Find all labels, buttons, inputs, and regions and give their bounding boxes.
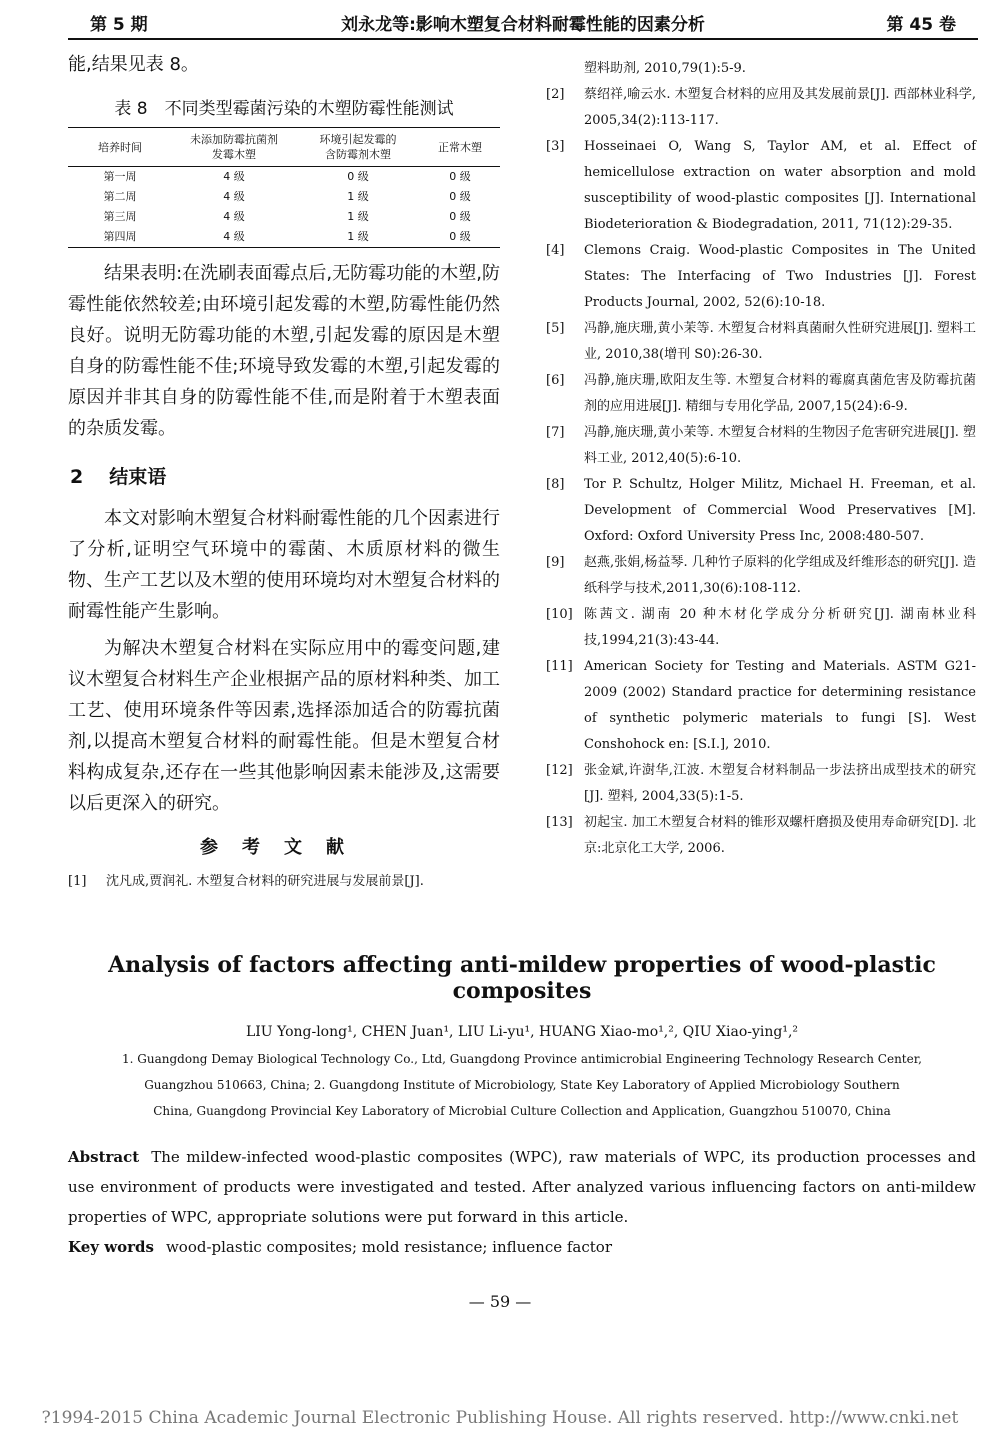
reference-number: [1]: [68, 874, 87, 889]
header-rule: [68, 38, 978, 40]
section-number: 2: [70, 466, 84, 488]
table-cell: 0 级: [347, 170, 369, 183]
table-header-cell: 培养时间: [68, 128, 172, 167]
table-cell: 第四周: [68, 227, 172, 248]
affiliation-line: China, Guangdong Provincial Key Laboratory of Microbial Culture Collection and Application, Guangzhou 510070, China: [153, 1104, 891, 1118]
table-cell: 4 级: [223, 170, 245, 183]
mildew-test-table: [68, 127, 500, 248]
results-paragraph: 结果表明:在洗刷表面霉点后,无防霉功能的木塑,防霉性能依然较差;由环境引起发霉的木塑,防霉性能仍然良好。说明无防霉功能的木塑,引起发霉的原因是木塑自身的防霉性能不佳;环境导致发霉的木塑,引起发霉的原因并非其自身的防霉性能不佳,而是附着于木塑表面的杂质发霉。: [68, 263, 500, 439]
reference-number: [9]: [546, 555, 565, 570]
reference-text: Tor P. Schultz, Holger Militz, Michael H. Freeman, et al. Development of Commercial Wood Preservatives [M]. Oxford: Oxford University Press Inc, 2008:480-507.: [584, 477, 976, 544]
running-title: 刘永龙等:影响木塑复合材料耐霉性能的因素分析: [341, 15, 705, 35]
right-column-references: [546, 56, 976, 862]
section-title: 结束语: [109, 466, 167, 488]
reference-item: [546, 82, 976, 134]
reference-item: [546, 654, 976, 758]
english-abstract-block: [68, 952, 976, 1262]
reference-item: [546, 602, 976, 654]
reference-item: [546, 56, 976, 82]
reference-text: 蔡绍祥,喻云水. 木塑复合材料的应用及其发展前景[J]. 西部林业科学, 2005,34(2):113-117.: [584, 87, 976, 128]
reference-number: [7]: [546, 425, 565, 440]
reference-number: [6]: [546, 373, 565, 388]
table-row: [68, 207, 500, 227]
reference-text: 赵燕,张娟,杨益琴. 几种竹子原料的化学组成及纤维形态的研究[J]. 造纸科学与技术,2011,30(6):108-112.: [584, 555, 976, 596]
reference-text: 陈茜文. 湖南 20 种木材化学成分分析研究[J]. 湖南林业科技,1994,21(3):43-44.: [584, 607, 976, 648]
reference-text: Hosseinaei O, Wang S, Taylor AM, et al. Effect of hemicellulose extraction on water absorption and mold susceptibility of wood-plastic composites [J]. International Biodeterioration & Biodegradation, 2011, 71(12):29-35.: [584, 139, 976, 232]
table-cell: 0 级: [449, 190, 471, 203]
reference-number: [11]: [546, 659, 573, 674]
reference-number: [10]: [546, 607, 573, 622]
reference-text: 冯静,施庆珊,黄小茉等. 木塑复合材料的生物因子危害研究进展[J]. 塑料工业, 2012,40(5):6-10.: [584, 425, 976, 466]
reference-text: 塑料助剂, 2010,79(1):5-9.: [584, 61, 746, 76]
table-cell: 第二周: [103, 190, 137, 203]
abstract-text: The mildew-infected wood-plastic composites (WPC), raw materials of WPC, its production processes and use environment of products were investigated and tested. After analyzed various influencing factors on anti-mildew properties of WPC, appropriate solutions were put forward in this article.: [68, 1148, 976, 1226]
english-keywords: [68, 1232, 976, 1262]
keywords-text: wood-plastic composites; mold resistance; influence factor: [165, 1238, 612, 1256]
table-row: [68, 167, 500, 188]
reference-number: [8]: [546, 477, 565, 492]
reference-text: 沈凡成,贾润礼. 木塑复合材料的研究进展与发展前景[J].: [106, 874, 424, 889]
reference-number: [3]: [546, 139, 565, 154]
table-cell: 1 级: [347, 210, 369, 223]
lead-text: 能,结果见表 8。: [68, 54, 199, 75]
keywords-label: Key words: [68, 1238, 154, 1256]
english-title: Analysis of factors affecting anti-mildew properties of wood-plastic composites: [108, 952, 936, 1004]
references-heading: 参考文献: [200, 837, 368, 858]
reference-text: 冯静,施庆珊,黄小茉等. 木塑复合材料真菌耐久性研究进展[J]. 塑料工业, 2010,38(增刊 S0):26-30.: [584, 321, 976, 362]
table-header-cell: 正常木塑: [420, 128, 500, 167]
reference-number: [4]: [546, 243, 565, 258]
table-cell: 1 级: [296, 227, 420, 248]
reference-number: [12]: [546, 763, 573, 778]
reference-text: 冯静,施庆珊,欧阳友生等. 木塑复合材料的霉腐真菌危害及防霉抗菌剂的应用进展[J]. 精细与专用化学品, 2007,15(24):6-9.: [584, 373, 976, 414]
reference-item: [546, 134, 976, 238]
volume-number: 第 45 卷: [886, 15, 956, 35]
table-cell: 0 级: [449, 170, 471, 183]
affiliation-line: Guangzhou 510663, China; 2. Guangdong Institute of Microbiology, State Key Laboratory of Applied Microbiology Southern: [144, 1078, 900, 1092]
table-header-cell: 环境引起发霉的 含防霉剂木塑: [296, 128, 420, 167]
reference-number: [2]: [546, 87, 565, 102]
table-row: [68, 227, 500, 248]
table-cell: 第一周: [103, 170, 137, 183]
reference-number: [5]: [546, 321, 565, 336]
conclusion-paragraph-2: 为解决木塑复合材料在实际应用中的霉变问题,建议木塑复合材料生产企业根据产品的原材料种类、加工工艺、使用环境条件等因素,选择添加适合的防霉抗菌剂,以提高木塑复合材料的耐霉性能。但是木塑复合材料构成复杂,还存在一些其他影响因素未能涉及,这需要以后更深入的研究。: [68, 638, 500, 814]
table-header-row: [68, 128, 500, 167]
reference-item: [546, 368, 976, 420]
table-cell: 第三周: [103, 210, 137, 223]
reference-text: Clemons Craig. Wood-plastic Composites in The United States: The Interfacing of Two Industries [J]. Forest Products Journal, 2002, 52(6):10-18.: [584, 243, 976, 310]
table-row: [68, 187, 500, 207]
reference-text: American Society for Testing and Materials. ASTM G21-2009 (2002) Standard practice for determining resistance of synthetic polymeric materials to fungi [S]. West Conshohock en: [S.I.], 2010.: [584, 659, 976, 752]
table-cell: 1 级: [347, 190, 369, 203]
english-authors: LIU Yong-long¹, CHEN Juan¹, LIU Li-yu¹, HUANG Xiao-mo¹,², QIU Xiao-ying¹,²: [245, 1024, 799, 1040]
reference-item: [546, 810, 976, 862]
reference-item: [546, 238, 976, 316]
copyright-footer: ?1994-2015 China Academic Journal Electronic Publishing House. All rights reserved. http://www.cnki.net: [41, 1408, 959, 1428]
reference-number: [546, 56, 584, 82]
reference-item: [546, 550, 976, 602]
reference-item: [546, 758, 976, 810]
reference-item: [546, 420, 976, 472]
english-abstract: [68, 1142, 976, 1232]
table-cell: 4 级: [223, 210, 245, 223]
reference-text: 初起宝. 加工木塑复合材料的锥形双螺杆磨损及使用寿命研究[D]. 北京:北京化工大学, 2006.: [584, 815, 976, 856]
table-cell: 4 级: [223, 190, 245, 203]
english-affiliations: [68, 1046, 976, 1124]
reference-item: [546, 316, 976, 368]
running-header: [68, 8, 978, 36]
table-caption: 表 8 不同类型霉菌污染的木塑防霉性能测试: [114, 99, 454, 119]
table-header-cell: 未添加防霉抗菌剂 发霉木塑: [172, 128, 296, 167]
table-cell: 0 级: [420, 227, 500, 248]
issue-number: 第 5 期: [90, 15, 148, 35]
table-cell: 0 级: [449, 210, 471, 223]
affiliation-line: 1. Guangdong Demay Biological Technology Co., Ltd, Guangdong Province antimicrobial Engineering Technology Research Center,: [122, 1052, 922, 1066]
conclusion-paragraph-1: 本文对影响木塑复合材料耐霉性能的几个因素进行了分析,证明空气环境中的霉菌、木质原材料的微生物、生产工艺以及木塑的使用环境均对木塑复合材料的耐霉性能产生影响。: [68, 508, 500, 622]
table-cell: 4 级: [172, 227, 296, 248]
abstract-label: Abstract: [68, 1148, 140, 1166]
reference-item: [68, 869, 500, 895]
section-heading: [70, 462, 500, 489]
page-number: — 59 —: [468, 1292, 532, 1311]
reference-number: [13]: [546, 815, 573, 830]
reference-text: 张金斌,许澍华,江波. 木塑复合材料制品一步法挤出成型技术的研究[J]. 塑料, 2004,33(5):1-5.: [584, 763, 976, 804]
reference-item: [546, 472, 976, 550]
left-column: [68, 50, 500, 895]
